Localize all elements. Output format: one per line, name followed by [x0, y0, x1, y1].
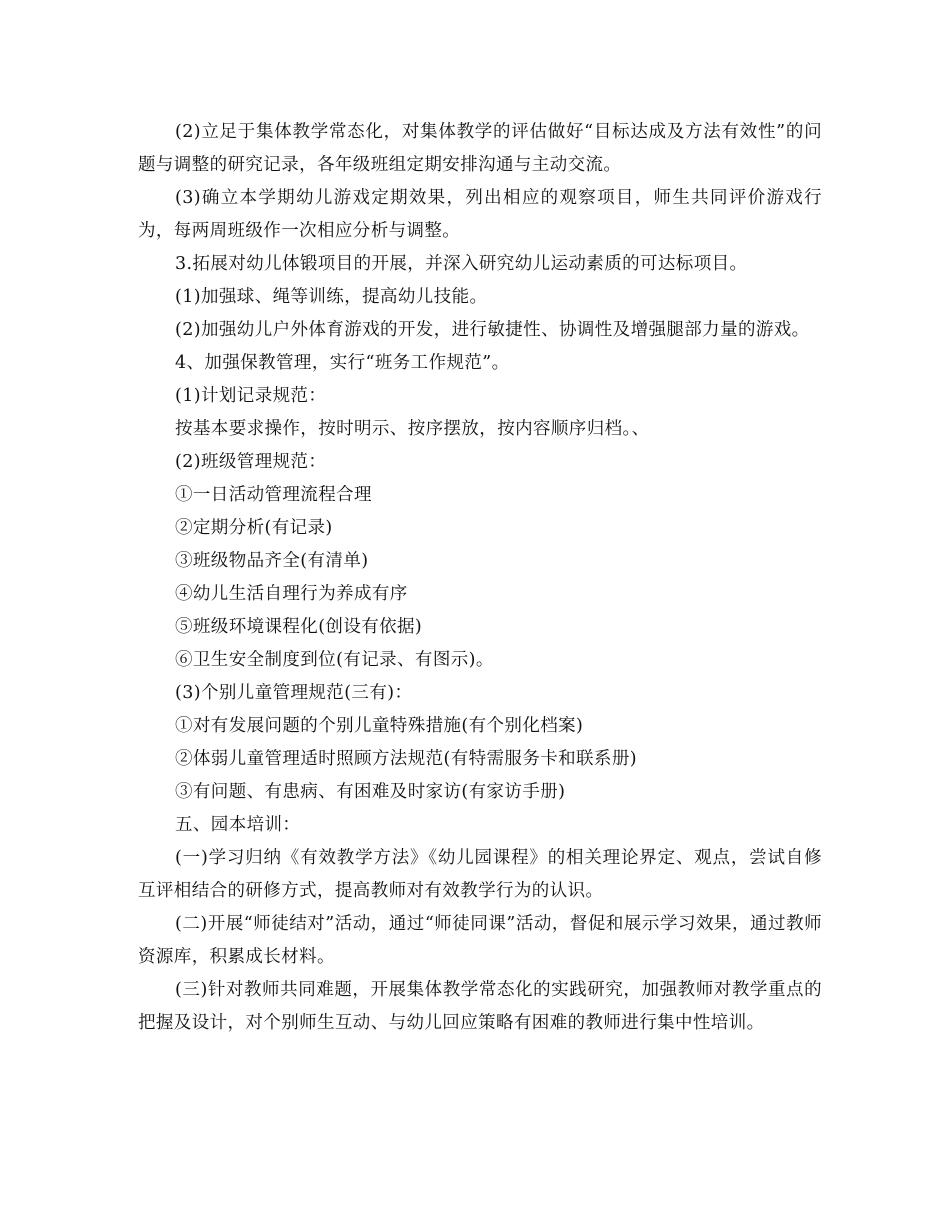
- document-body: [138, 116, 822, 1040]
- paragraph-22: (二)开展“师徒结对”活动，通过“师徒同课”活动，督促和展示学习效果，通过教师资源库，积累成长材料。: [138, 914, 822, 967]
- paragraph-11: ②定期分析(有记录): [175, 518, 333, 538]
- paragraph-19: ③有问题、有患病、有困难及时家访(有家访手册): [175, 782, 566, 802]
- paragraph-10: ①一日活动管理流程合理: [175, 485, 372, 505]
- paragraph-12: ③班级物品齐全(有清单): [175, 551, 369, 571]
- paragraph-2: (3)确立本学期幼儿游戏定期效果，列出相应的观察项目，师生共同评价游戏行为，每两周班级作一次相应分析与调整。: [138, 188, 822, 241]
- paragraph-21: (一)学习归纳《有效教学方法》《幼儿园课程》的相关理论界定、观点，尝试自修互评相结合的研修方式，提高教师对有效教学行为的认识。: [138, 848, 822, 901]
- paragraph-1: (2)立足于集体教学常态化，对集体教学的评估做好“目标达成及方法有效性”的问题与调整的研究记录，各年级班组定期安排沟通与主动交流。: [138, 122, 822, 175]
- paragraph-17: ①对有发展问题的个别儿童特殊措施(有个别化档案): [175, 716, 584, 736]
- paragraph-6: 4、加强保教管理，实行“班务工作规范”。: [175, 353, 510, 373]
- paragraph-4: (1)加强球、绳等训练，提高幼儿技能。: [175, 287, 488, 307]
- paragraph-3: 3.拓展对幼儿体锻项目的开展，并深入研究幼儿运动素质的可达标项目。: [175, 254, 748, 274]
- paragraph-7: (1)计划记录规范：: [175, 386, 327, 406]
- paragraph-14: ⑤班级环境课程化(创设有依据): [175, 617, 423, 637]
- paragraph-16: (3)个别儿童管理规范(三有)：: [175, 683, 413, 703]
- paragraph-23: (三)针对教师共同难题，开展集体教学常态化的实践研究，加强教师对教学重点的把握及设计，对个别师生互动、与幼儿回应策略有困难的教师进行集中性培训。: [138, 980, 822, 1033]
- paragraph-9: (2)班级管理规范：: [175, 452, 327, 472]
- paragraph-8: 按基本要求操作，按时明示、按序摆放，按内容顺序归档。、: [175, 419, 650, 439]
- paragraph-13: ④幼儿生活自理行为养成有序: [175, 584, 408, 604]
- paragraph-15: ⑥卫生安全制度到位(有记录、有图示)。: [175, 650, 494, 670]
- section-heading: 五、园本培训：: [175, 815, 301, 835]
- paragraph-18: ②体弱儿童管理适时照顾方法规范(有特需服务卡和联系册): [175, 749, 637, 769]
- paragraph-5: (2)加强幼儿户外体育游戏的开发，进行敏捷性、协调性及增强腿部力量的游戏。: [175, 320, 810, 340]
